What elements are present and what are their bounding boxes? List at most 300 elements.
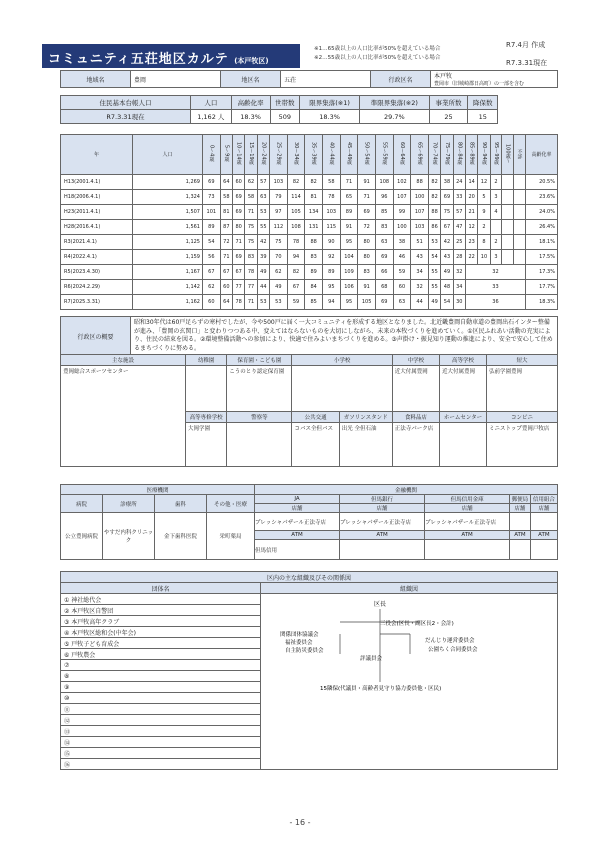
pop-cell: 78 xyxy=(245,265,257,280)
fin-pharm: 栄町薬局 xyxy=(207,513,255,560)
pop-cell: 91 xyxy=(358,175,376,190)
pop-h-age: 75〜79歳 xyxy=(441,135,453,175)
pop-cell: 89 xyxy=(340,205,358,220)
stats-header-households: 世帯数 xyxy=(270,96,300,110)
pop-cell: 78 xyxy=(287,235,305,250)
pop-cell: 131 xyxy=(305,220,323,235)
pop-cell: 51 xyxy=(411,235,429,250)
pop-cell: 67 xyxy=(233,265,245,280)
stats-header-pop: 住民基本台帳人口 xyxy=(61,96,191,110)
org-head: 区長 xyxy=(373,601,387,608)
pop-cell: 28 xyxy=(453,250,465,265)
pop-cell: 87 xyxy=(220,220,232,235)
stats-aging: 18.3% xyxy=(231,110,270,124)
pop-aging: 18.3% xyxy=(526,295,558,310)
pop-total: 1,507 xyxy=(133,205,203,220)
pop-cell: 57 xyxy=(453,205,465,220)
pop-h-year: 年 xyxy=(61,135,133,175)
pop-cell: 47 xyxy=(453,220,465,235)
fac-conv: ミニストップ豊岡戸牧店 xyxy=(486,423,557,467)
pop-total: 1,125 xyxy=(133,235,203,250)
pop-cell xyxy=(502,190,514,205)
pop-cell: 67 xyxy=(287,280,305,295)
fac-h-food: 食料品店 xyxy=(392,412,439,423)
stats-limit2: 29.7% xyxy=(360,110,429,124)
stats-offices: 25 xyxy=(429,110,468,124)
pop-cell: 63 xyxy=(375,235,393,250)
pop-cell: 67 xyxy=(441,220,453,235)
fin-h-medical: 医療機関 xyxy=(61,485,255,495)
fac-h-home: ホームセンター xyxy=(439,412,486,423)
pop-cell: 64 xyxy=(220,295,232,310)
admin-label: 行政区名 xyxy=(371,71,431,88)
facilities-table xyxy=(60,354,558,467)
pop-cell: 54 xyxy=(428,250,440,265)
header-notes xyxy=(314,45,494,63)
pop-cell: 95 xyxy=(340,295,358,310)
pop-cell: 82 xyxy=(428,190,440,205)
fac-jhs: 近大付属豊岡 xyxy=(392,366,439,412)
pop-aging: 20.5% xyxy=(526,175,558,190)
fin-h-credit: 但馬信用金庫 xyxy=(425,495,510,504)
fin-credit-store: プレッシャパザール正法寺店 xyxy=(425,513,510,531)
pop-cell: 107 xyxy=(411,205,429,220)
pop-cell: 9 xyxy=(478,205,490,220)
pop-aging: 17.5% xyxy=(526,250,558,265)
fin-h-hospital: 病院 xyxy=(61,495,103,513)
pop-cell: 85 xyxy=(375,205,393,220)
pop-cell: 69 xyxy=(375,295,393,310)
stats-header-workers: 降保数 xyxy=(468,96,498,110)
pop-h-age: 5〜9歳 xyxy=(220,135,232,175)
pop-cell: 82 xyxy=(287,265,305,280)
pop-cell: 102 xyxy=(393,175,411,190)
pop-cell: 58 xyxy=(220,190,232,205)
district-label: 地区名 xyxy=(221,71,281,88)
pop-h-age: 40〜44歳 xyxy=(323,135,341,175)
pop-cell: 57 xyxy=(257,175,269,190)
pop-cell: 12 xyxy=(478,175,490,190)
org-item: ⑪ xyxy=(61,704,261,715)
pop-cell: 34 xyxy=(411,265,429,280)
pop-aging: 17.3% xyxy=(526,265,558,280)
stats-header-limit2: 準限界集落(※2) xyxy=(360,96,429,110)
fac-h-police: 警察等 xyxy=(227,412,292,423)
pop-cell: 77 xyxy=(233,280,245,295)
pop-cell: 55 xyxy=(428,265,440,280)
pop-total: 1,561 xyxy=(133,220,203,235)
pop-aging: 23.6% xyxy=(526,190,558,205)
pop-cell: 60 xyxy=(233,175,245,190)
fac-hs: 近大付属豊岡 xyxy=(439,366,486,412)
pop-cell: 25 xyxy=(453,235,465,250)
pop-cell: 75 xyxy=(245,235,257,250)
fac-transit: コバス全但バス xyxy=(292,423,339,467)
pop-cell: 62 xyxy=(245,175,257,190)
pop-cell xyxy=(490,220,502,235)
stats-date: R7.3.31現在 xyxy=(61,110,191,124)
fin-h-union: 信用組合 xyxy=(530,495,557,504)
medical-finance-table xyxy=(60,484,558,560)
fin-h-dental: 歯科 xyxy=(155,495,207,513)
pop-h-age: 70〜74歳 xyxy=(428,135,440,175)
org-item: ⑦ xyxy=(61,660,261,671)
stats-limit1: 18.3% xyxy=(300,110,360,124)
fac-h-hs: 高等学校 xyxy=(439,355,486,366)
org-right1: だんじり運営委員会 xyxy=(425,638,475,644)
orgs-h-group: 団体名 xyxy=(61,583,261,594)
pop-cell xyxy=(514,250,526,265)
pop-cell: 89 xyxy=(323,265,341,280)
orgs-title: 区内の主な組織及びその関係図 xyxy=(61,572,558,583)
pop-cell: 38 xyxy=(393,235,411,250)
pop-cell: 77 xyxy=(245,280,257,295)
created-date: R7.4月 作成 xyxy=(506,41,546,49)
pop-cell: 71 xyxy=(220,250,232,265)
fin-ja-store: プレッシャパザール正法寺店 xyxy=(255,513,340,531)
pop-year: H28(2016.4.1) xyxy=(61,220,133,235)
pop-year: R5(2023.4.30) xyxy=(61,265,133,280)
org-left1: 関係団体協議会 xyxy=(280,632,319,638)
pop-cell: 81 xyxy=(220,205,232,220)
pop-cell: 109 xyxy=(340,265,358,280)
pop-cell: 21 xyxy=(465,205,477,220)
pop-cell: 55 xyxy=(428,280,440,295)
organization-chart xyxy=(260,594,556,814)
fac-h-univ: 短大 xyxy=(486,355,557,366)
pop-tail: 36 xyxy=(465,295,525,310)
pop-year: H23(2011.4.1) xyxy=(61,205,133,220)
pop-cell: 103 xyxy=(323,205,341,220)
pop-cell: 83 xyxy=(358,265,376,280)
pop-cell: 71 xyxy=(358,190,376,205)
pop-cell: 100 xyxy=(411,190,429,205)
pop-cell: 10 xyxy=(478,250,490,265)
fin-h-post: 郵便局 xyxy=(510,495,531,504)
org-item: ⑧ xyxy=(61,671,261,682)
pop-cell: 34 xyxy=(453,280,465,295)
admin-value: 本戸牧 xyxy=(434,73,453,80)
pop-cell: 59 xyxy=(393,265,411,280)
pop-cell: 42 xyxy=(441,235,453,250)
pop-cell: 32 xyxy=(411,280,429,295)
pop-cell xyxy=(502,235,514,250)
pop-cell xyxy=(514,235,526,250)
stats-header-limit1: 限界集落(※1) xyxy=(300,96,360,110)
pop-cell: 105 xyxy=(358,295,376,310)
fac-h-elem: 小学校 xyxy=(292,355,392,366)
fin-union-atm: ATM xyxy=(530,531,557,540)
fac-nursery: こうのとり認定保育園 xyxy=(227,366,292,412)
pop-cell: 23 xyxy=(465,235,477,250)
fin-h-clinic: 診療所 xyxy=(103,495,155,513)
note-2: ※2…55歳以上の人口比率が50%を超えている場合 xyxy=(314,55,441,61)
fac-univ: 弘前学園豊岡 xyxy=(486,366,557,412)
fac-h-voc: 高等専修学校 xyxy=(186,412,227,423)
fin-tajima-atm: ATM xyxy=(340,531,425,540)
pop-h-aging: 高齢化率 xyxy=(526,135,558,175)
pop-cell xyxy=(514,220,526,235)
stats-header-offices: 事業所数 xyxy=(429,96,468,110)
pop-cell: 2 xyxy=(490,175,502,190)
pop-cell: 112 xyxy=(270,220,288,235)
area-label: 地域名 xyxy=(61,71,131,88)
pop-cell: 14 xyxy=(465,175,477,190)
pop-cell: 82 xyxy=(428,175,440,190)
pop-cell: 69 xyxy=(233,205,245,220)
pop-cell: 71 xyxy=(340,175,358,190)
pop-cell: 81 xyxy=(305,190,323,205)
pop-aging: 24.0% xyxy=(526,205,558,220)
pop-cell: 55 xyxy=(257,220,269,235)
page-number: - 16 - xyxy=(289,818,311,827)
pop-cell: 101 xyxy=(203,205,221,220)
pop-year: R6(2024.2.29) xyxy=(61,280,133,295)
pop-total: 1,324 xyxy=(133,190,203,205)
pop-h-age: 90〜94歳 xyxy=(478,135,490,175)
pop-cell: 24 xyxy=(453,175,465,190)
pop-year: H13(2001.4.1) xyxy=(61,175,133,190)
pop-cell: 2 xyxy=(478,220,490,235)
pop-cell: 65 xyxy=(340,190,358,205)
pop-cell: 96 xyxy=(375,190,393,205)
pop-cell: 83 xyxy=(245,250,257,265)
pop-h-age: 65〜69歳 xyxy=(411,135,429,175)
summary-label: 行政区の概要 xyxy=(61,317,131,356)
pop-total: 1,142 xyxy=(133,280,203,295)
fac-h-main: 主な施設 xyxy=(61,355,186,366)
pop-cell: 88 xyxy=(411,175,429,190)
fin-ja-extra: 但馬信用 xyxy=(255,540,340,560)
pop-cell: 82 xyxy=(305,175,323,190)
fac-h-kinder: 幼稚園 xyxy=(186,355,227,366)
pop-cell: 94 xyxy=(323,295,341,310)
pop-cell xyxy=(514,205,526,220)
org-item: ⑩ xyxy=(61,693,261,704)
pop-aging: 17.7% xyxy=(526,280,558,295)
org-item: ② 本戸牧区自警団 xyxy=(61,605,261,616)
pop-cell: 82 xyxy=(287,175,305,190)
pop-cell: 64 xyxy=(220,175,232,190)
pop-cell: 86 xyxy=(428,220,440,235)
pop-year: R7(2025.3.31) xyxy=(61,295,133,310)
pop-cell: 100 xyxy=(393,220,411,235)
pop-cell: 90 xyxy=(323,235,341,250)
pop-cell: 107 xyxy=(393,190,411,205)
pop-aging: 26.4% xyxy=(526,220,558,235)
table-row xyxy=(61,190,558,205)
admin-note: 豊岡市（旧城崎郡日高町）の一部を含む xyxy=(434,81,525,87)
pop-cell: 85 xyxy=(305,295,323,310)
pop-year: R4(2022.4.1) xyxy=(61,250,133,265)
summary-text: 昭和30年代は60戸足らずの寒村でしたが、今や500戸に届く一大コミュニティを形成する地区となりました。北近畿豊岡自動車道の豊岡出石インター整備が進み、「豊岡の玄関口」と変わりつつある中、変えてはならないものを大切にしながら、未来の本牧づくりを進めていく。①区民ふれあい活動の充実により、住民の結束を図る。②環境整備活動への参加により、快適で住みよいまちづくりを進める。③声掛け・振見知り運動の推進により、安全で安心して住めるまちづくりに努める。 xyxy=(131,317,558,356)
pop-cell: 30 xyxy=(453,295,465,310)
pop-cell: 56 xyxy=(203,250,221,265)
pop-h-age: 50〜54歳 xyxy=(358,135,376,175)
pop-h-age: 85〜89歳 xyxy=(465,135,477,175)
org-item: ⑭ xyxy=(61,737,261,748)
pop-h-age: 55〜59歳 xyxy=(375,135,393,175)
fin-dental: 金下歯科医院 xyxy=(155,513,207,560)
pop-cell: 49 xyxy=(441,265,453,280)
pop-cell: 33 xyxy=(453,190,465,205)
fin-h-pharm: その他・医療 xyxy=(207,495,255,513)
fin-h-tajima: 但馬銀行 xyxy=(340,495,425,504)
pop-h-age: 60〜64歳 xyxy=(393,135,411,175)
pop-cell: 106 xyxy=(340,280,358,295)
pop-tail: 33 xyxy=(465,280,525,295)
fin-tajima-store: プレッシャパザール正法寺店 xyxy=(340,513,425,531)
fin-h-store-3: 店舗 xyxy=(425,504,510,513)
org-left2: 福祉委員会 xyxy=(285,640,313,646)
pop-cell: 12 xyxy=(465,220,477,235)
pop-h-pop: 人口 xyxy=(133,135,203,175)
area-value: 豊岡 xyxy=(131,71,221,88)
pop-cell: 79 xyxy=(270,190,288,205)
org-left3: 自主防災委員会 xyxy=(285,648,324,654)
org-item: ⑤ 戸牧子ども育成会 xyxy=(61,638,261,649)
pop-cell xyxy=(514,190,526,205)
fac-h-transit: 公共交通 xyxy=(292,412,339,423)
pop-cell: 42 xyxy=(257,235,269,250)
pop-year: R3(2021.4.1) xyxy=(61,235,133,250)
fac-h-nursery: 保育園・こども園 xyxy=(227,355,292,366)
pop-year: H18(2006.4.1) xyxy=(61,190,133,205)
population-table xyxy=(60,134,558,310)
pop-cell xyxy=(502,175,514,190)
pop-cell: 62 xyxy=(203,280,221,295)
pop-h-age: 45〜49歳 xyxy=(340,135,358,175)
fac-main: 豊岡総合スポーツセンター xyxy=(61,366,186,467)
table-row xyxy=(61,205,558,220)
district-value: 五荘 xyxy=(281,71,371,88)
pop-cell: 58 xyxy=(245,190,257,205)
pop-cell: 59 xyxy=(287,295,305,310)
pop-cell: 80 xyxy=(233,220,245,235)
pop-h-age: 100歳〜 xyxy=(502,135,514,175)
fac-h-jhs: 中学校 xyxy=(392,355,439,366)
pop-cell: 104 xyxy=(340,250,358,265)
org-item: ⑯ xyxy=(61,759,261,770)
pop-cell: 60 xyxy=(393,280,411,295)
pop-tail: 32 xyxy=(465,265,525,280)
pop-cell: 75 xyxy=(245,220,257,235)
pop-cell: 49 xyxy=(270,280,288,295)
pop-total: 1,162 xyxy=(133,295,203,310)
org-bottom: 評議員会 xyxy=(360,656,383,662)
pop-cell: 89 xyxy=(305,265,323,280)
pop-cell: 91 xyxy=(358,280,376,295)
pop-cell: 22 xyxy=(465,250,477,265)
stats-people: 1,162 人 xyxy=(191,110,232,124)
fac-h-conv: コンビニ xyxy=(486,412,557,423)
table-row xyxy=(61,250,558,265)
pop-cell: 49 xyxy=(257,265,269,280)
pop-cell xyxy=(514,175,526,190)
pop-cell: 69 xyxy=(233,250,245,265)
pop-cell: 62 xyxy=(270,265,288,280)
pop-cell: 94 xyxy=(287,250,305,265)
org-center: 三役会(区長・副区長2・会計) xyxy=(380,621,454,627)
table-row xyxy=(61,235,558,250)
stats-households: 509 xyxy=(270,110,300,124)
table-row xyxy=(61,280,558,295)
title-suffix: (本戸牧区) xyxy=(234,57,269,65)
org-item: ④ 本戸牧区総和会(中年会) xyxy=(61,627,261,638)
table-row xyxy=(61,265,558,280)
pop-cell: 71 xyxy=(233,235,245,250)
pop-cell: 43 xyxy=(441,250,453,265)
note-1: ※1…65歳以上の人口比率が50%を超えている場合 xyxy=(314,46,441,52)
pop-cell: 89 xyxy=(203,220,221,235)
fin-h-finance: 金融機関 xyxy=(255,485,558,495)
pop-h-age: 10〜14歳 xyxy=(233,135,245,175)
pop-cell: 75 xyxy=(270,235,288,250)
pop-cell: 63 xyxy=(393,295,411,310)
pop-cell xyxy=(502,220,514,235)
pop-cell: 80 xyxy=(358,250,376,265)
fin-h-store-5: 店舗 xyxy=(530,504,557,513)
fac-voc: 大岡学園 xyxy=(186,423,227,467)
pop-cell: 69 xyxy=(358,205,376,220)
pop-cell: 84 xyxy=(305,280,323,295)
org-right2: 公園ちく合同委員会 xyxy=(428,647,478,653)
pop-cell: 58 xyxy=(323,175,341,190)
pop-cell: 134 xyxy=(305,205,323,220)
pop-cell: 20 xyxy=(465,190,477,205)
pop-h-age: 25〜29歳 xyxy=(270,135,288,175)
pop-cell: 69 xyxy=(233,190,245,205)
org-item: ⑨ xyxy=(61,682,261,693)
pop-cell: 48 xyxy=(441,280,453,295)
pop-cell: 78 xyxy=(233,295,245,310)
fin-h-store-2: 店舗 xyxy=(340,504,425,513)
stats-table xyxy=(60,95,498,124)
pop-cell: 2 xyxy=(490,235,502,250)
stats-header-people: 人口 xyxy=(191,96,232,110)
pop-cell: 70 xyxy=(270,250,288,265)
pop-cell: 103 xyxy=(270,175,288,190)
fin-post-atm: ATM xyxy=(510,531,531,540)
org-base: 15隣保(代議員・高齢者見守り協力委員他・区民) xyxy=(320,686,442,692)
pop-cell xyxy=(502,250,514,265)
fin-h-store-1: 店舗 xyxy=(255,504,340,513)
pop-cell: 46 xyxy=(393,250,411,265)
pop-cell: 60 xyxy=(203,295,221,310)
stats-header-aging: 高齢化率 xyxy=(231,96,270,110)
org-item: ③ 本戸牧高年クラブ xyxy=(61,616,261,627)
page-title: コミュニティ五荘地区カルテ (本戸牧区) xyxy=(42,44,300,68)
org-item: ⑫ xyxy=(61,715,261,726)
pop-cell: 53 xyxy=(257,295,269,310)
pop-cell: 67 xyxy=(203,265,221,280)
table-row xyxy=(61,175,558,190)
pop-cell: 72 xyxy=(220,235,232,250)
pop-cell: 38 xyxy=(441,175,453,190)
pop-cell: 3 xyxy=(490,190,502,205)
table-row xyxy=(61,220,558,235)
pop-total: 1,159 xyxy=(133,250,203,265)
pop-total: 1,167 xyxy=(133,265,203,280)
pop-cell: 115 xyxy=(323,220,341,235)
pop-cell: 103 xyxy=(411,220,429,235)
pop-cell: 69 xyxy=(203,175,221,190)
pop-cell: 43 xyxy=(411,250,429,265)
pop-cell: 49 xyxy=(428,295,440,310)
pop-cell: 4 xyxy=(490,205,502,220)
pop-cell: 69 xyxy=(375,250,393,265)
pop-cell: 83 xyxy=(375,220,393,235)
